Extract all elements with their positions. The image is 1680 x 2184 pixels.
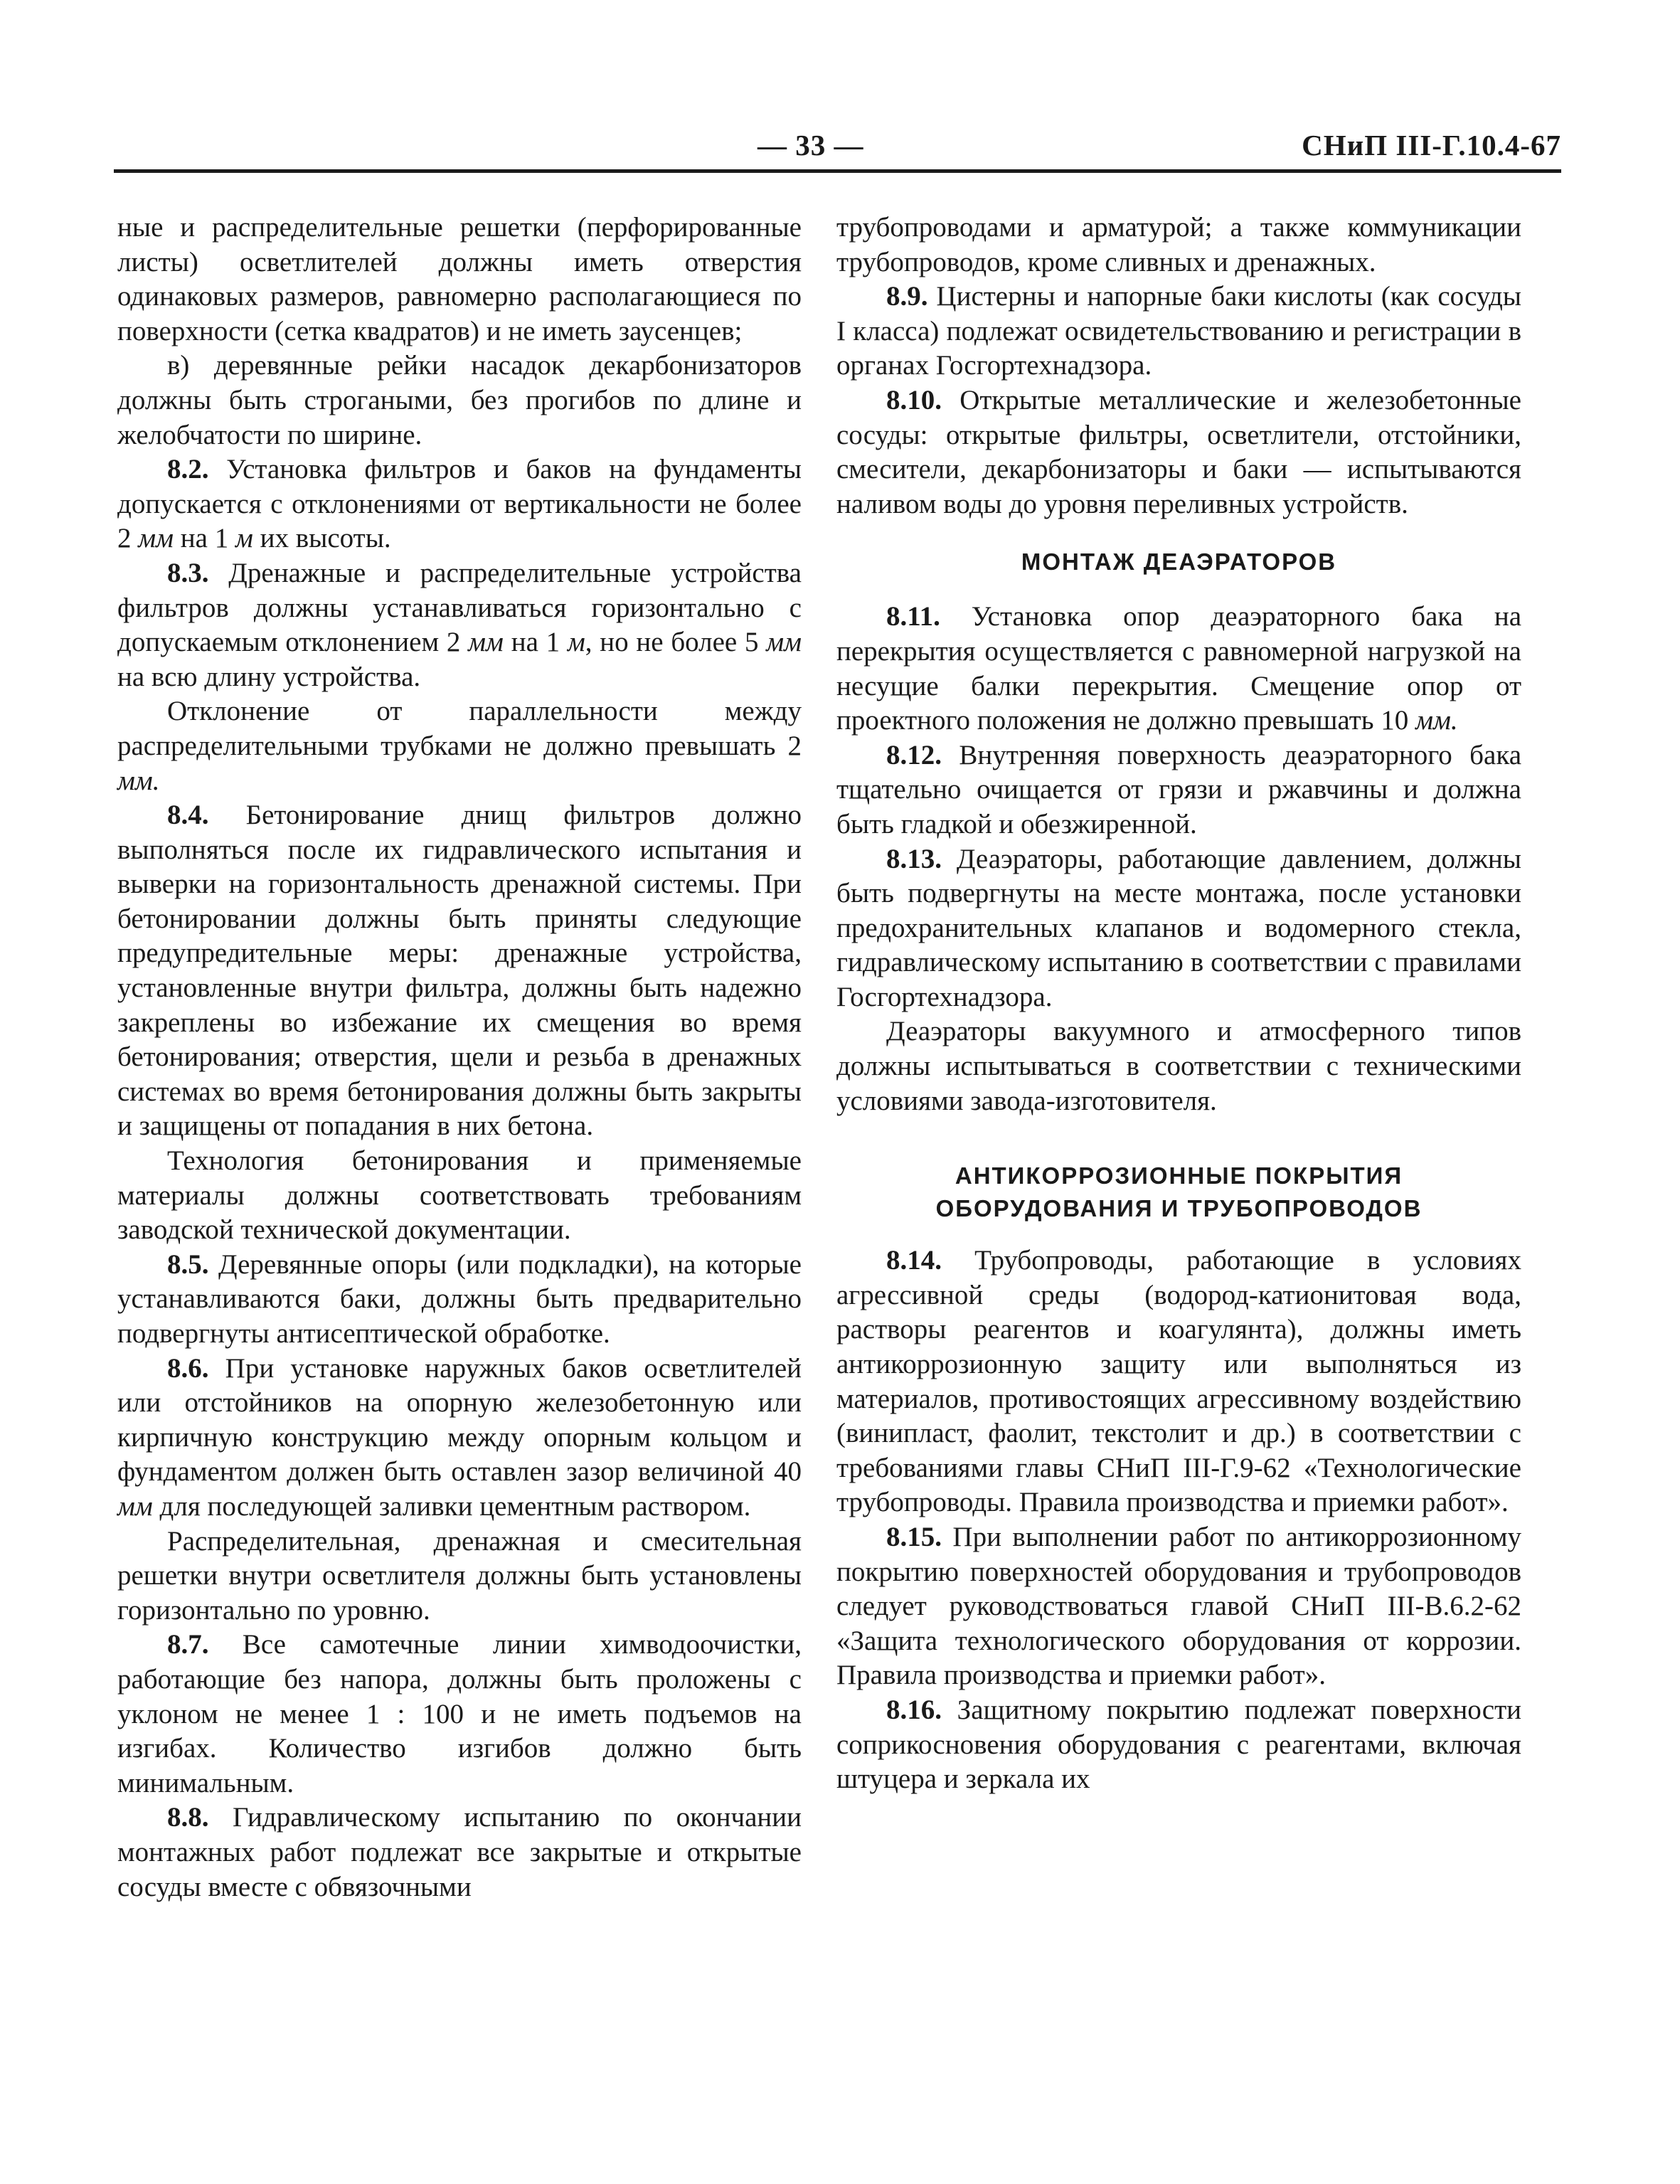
clause-number: 8.13.: [886, 843, 942, 874]
clause-number: 8.5.: [167, 1249, 209, 1280]
right-column: [836, 211, 1521, 1797]
clause-8-10: 8.10. Открытые металлические и железобетонные сосуды: открытые фильтры, осветлители, отстойники, смесители, декарбонизаторы и баки — испытываются наливом воды до уровня переливных устройств.: [836, 384, 1521, 519]
paragraph-grids: Распределительная, дренажная и смесительная решетки внутри осветлителя должны быть установлены горизонтально по уровню.: [117, 1525, 802, 1626]
clause-number: 8.14.: [886, 1245, 942, 1276]
paragraph-deviation: Отклонение от параллельности между распределительными трубками не должно превышать 2 мм.: [117, 696, 802, 796]
section-heading-deaerators: МОНТАЖ ДЕАЭРАТОРОВ: [1021, 548, 1337, 576]
header-divider: [114, 169, 1561, 173]
clause-8-4: 8.4. Бетонирование днищ фильтров должно выполняться после их гидравлического испытания и выверки на горизонтальность дренажной системы. При бетонировании должны быть приняты следующие предупредительные меры: дренажные устройства, установленные внутри фильтра, должны быть надежно закреплены во избежание их смещения во время бетонирования; отверстия, щели и резьба в дренажных системах во время бетонирования должны быть закрыты и защищены от попадания в них бетона.: [117, 800, 802, 1142]
clause-8-13: 8.13. Деаэраторы, работающие давлением, должны быть подвергнуты на месте монтажа, после установки предохранительных клапанов и водомерного стекла, гидравлическому испытанию в соответствии с правилами Госгортехнадзора.: [836, 843, 1521, 1012]
page-number: — 33 —: [757, 129, 864, 161]
clause-number: 8.6.: [167, 1352, 209, 1384]
paragraph-item-v: в) деревянные рейки насадок декарбонизаторов должны быть строгаными, без прогибов по длине и желобчатости по ширине.: [117, 350, 802, 450]
clause-number: 8.15.: [886, 1522, 942, 1552]
clause-number: 8.8.: [167, 1802, 209, 1833]
clause-8-6: 8.6. При установке наружных баков осветлителей или отстойников на опорную железобетонную или кирпичную конструкцию между опорным кольцом и фундаментом должен быть оставлен зазор величиной 40 мм для последующей заливки цементным раствором.: [117, 1352, 802, 1522]
clause-8-9: 8.9. Цистерны и напорные баки кислоты (как сосуды I класса) подлежат освидетельствованию и регистрации в органах Госгортехнадзора.: [836, 281, 1521, 381]
section-heading-anticorrosion: [836, 1160, 1521, 1225]
clause-number: 8.10.: [886, 384, 942, 415]
paragraph-concreting: Технология бетонирования и применяемые материалы должны соответствовать требованиям заводской технической документации.: [117, 1145, 802, 1246]
paragraph-continuation: трубопроводами и арматурой; а также коммуникации трубопроводов, кроме сливных и дренажных.: [836, 212, 1521, 277]
heading-line-1: АНТИКОРРОЗИОННЫЕ ПОКРЫТИЯ: [955, 1162, 1403, 1189]
clause-8-8: 8.8. Гидравлическому испытанию по окончании монтажных работ подлежат все закрытые и открытые сосуды вместе с обвязочными: [117, 1802, 802, 1902]
clause-number: 8.7.: [167, 1629, 209, 1660]
clause-number: 8.3.: [167, 557, 209, 588]
clause-8-5: 8.5. Деревянные опоры (или подкладки), на которые устанавливаются баки, должны быть предварительно подвергнуты антисептической обработке.: [117, 1249, 802, 1349]
clause-8-7: 8.7. Все самотечные линии химводоочистки, работающие без напора, должны быть проложены с уклоном не менее 1 : 100 и не иметь подъемов на изгибах. Количество изгибов должно быть минимальным.: [117, 1629, 802, 1798]
clause-number: 8.11.: [886, 601, 940, 632]
clause-8-2: 8.2. Установка фильтров и баков на фундаменты допускается с отклонениями от вертикальности не более 2 мм на 1 м их высоты.: [117, 454, 802, 554]
clause-number: 8.12.: [886, 739, 942, 770]
clause-8-12: 8.12. Внутренняя поверхность деаэраторного бака тщательно очищается от грязи и ржавчины и должна быть гладкой и обезжиренной.: [836, 739, 1521, 839]
clause-number: 8.16.: [886, 1694, 942, 1725]
clause-8-14: 8.14. Трубопроводы, работающие в условиях агрессивной среды (водород-катионитовая вода, растворы реагентов и коагулянта), должны иметь антикоррозионную защиту или выполняться из материалов, противостоящих агрессивному воздействию (винипласт, фаолит, текстолит и др.) в соответствии с требованиями главы СНиП III-Г.9-62 «Технологические трубопроводы. Правила производства и приемки работ».: [836, 1245, 1521, 1518]
document-code: СНиП III-Г.10.4-67: [1302, 129, 1561, 161]
clause-8-11: 8.11. Установка опор деаэраторного бака на перекрытия осуществляется с равномерной нагрузкой на несущие балки перекрытия. Смещение опор от проектного положения не должно превышать 10 мм.: [836, 601, 1521, 736]
clause-8-3: 8.3. Дренажные и распределительные устройства фильтров должны устанавливаться горизонтально с допускаемым отклонением 2 мм на 1 м, но не более 5 мм на всю длину устройства.: [117, 557, 802, 692]
page-header: [114, 121, 1561, 169]
clause-number: 8.2.: [167, 454, 209, 485]
paragraph-continuation: ные и распределительные решетки (перфорированные листы) осветлителей должны иметь отверстия одинаковых размеров, равномерно располагающиеся по поверхности (сетка квадратов) и не иметь заусенцев;: [117, 212, 802, 346]
clause-number: 8.4.: [167, 800, 209, 831]
clause-8-15: 8.15. При выполнении работ по антикоррозионному покрытию поверхностей оборудования и трубопроводов следует руководствоваться главой СНиП III-В.6.2-62 «Защита технологического оборудования от коррозии. Правила производства и приемки работ».: [836, 1522, 1521, 1691]
heading-line-2: ОБОРУДОВАНИЯ И ТРУБОПРОВОДОВ: [935, 1195, 1423, 1222]
paragraph-vacuum-deaerators: Деаэраторы вакуумного и атмосферного типов должны испытываться в соответствии с техническими условиями завода-изготовителя.: [836, 1016, 1521, 1116]
left-column: [117, 211, 802, 1904]
clause-8-16: 8.16. Защитному покрытию подлежат поверхности соприкосновения оборудования с реагентами, включая штуцера и зеркала их: [836, 1694, 1521, 1795]
clause-number: 8.9.: [886, 281, 928, 312]
